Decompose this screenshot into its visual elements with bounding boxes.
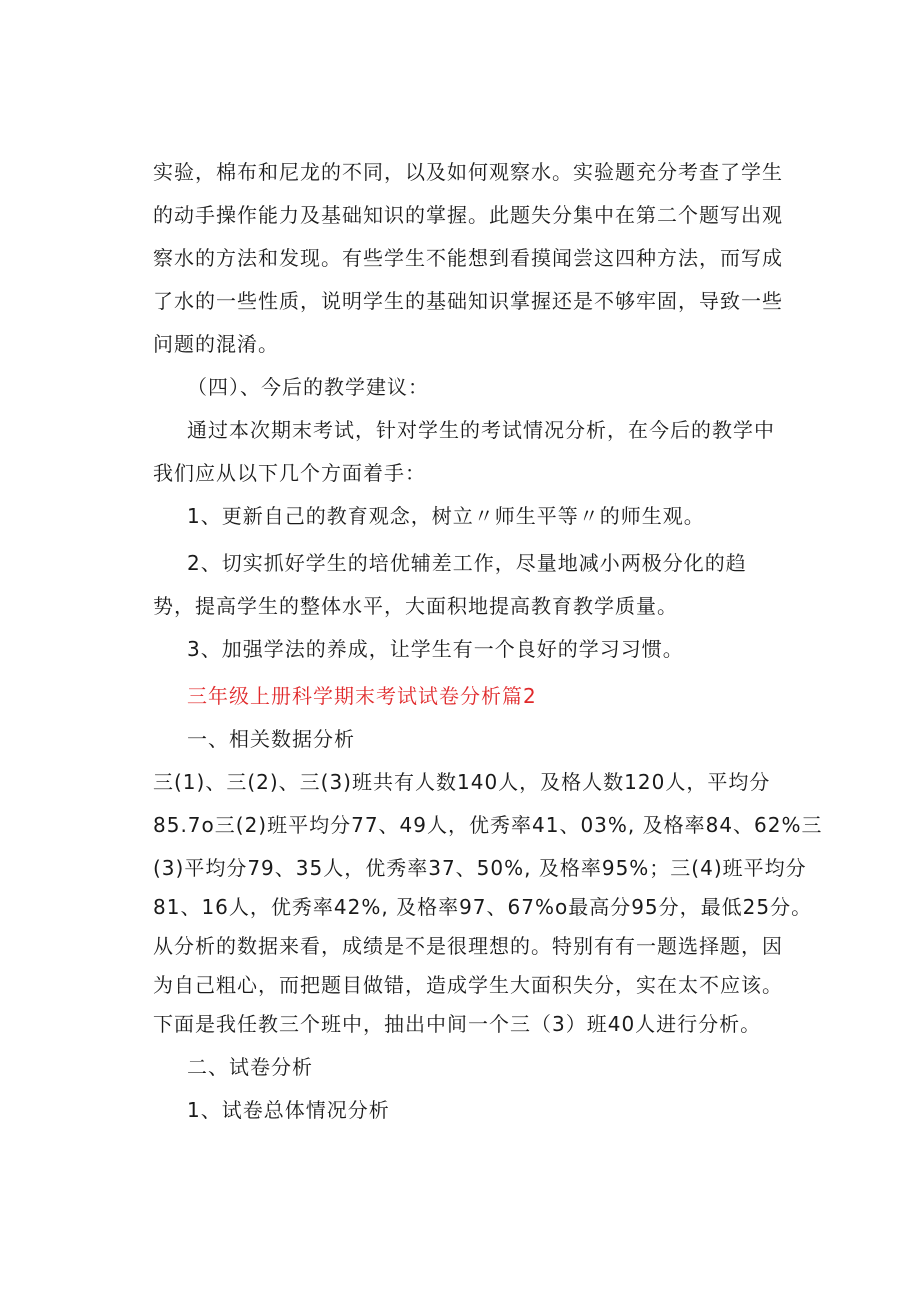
suggestion-3: 3、加强学法的养成，让学生有一个良好的学习习惯。 [187,637,684,661]
text-line: 我们应从以下几个方面着手： [153,461,426,485]
text-line: 问题的混淆。 [153,332,279,356]
text-line: 了水的一些性质，说明学生的基础知识掌握还是不够牢固，导致一些 [153,289,783,313]
text-line: 2、切实抓好学生的培优辅差工作，尽量地减小两极分化的趋 [187,551,747,575]
subsection-1-title: 1、试卷总体情况分析 [187,1098,390,1122]
text-line: 下面是我任教三个班中，抽出中间一个三（3）班40人进行分析。 [153,1012,762,1036]
text-line: 为自己粗心，而把题目做错，造成学生大面积失分，实在太不应该。 [153,973,783,997]
text-line: 实验，棉布和尼龙的不同，以及如何观察水。实验题充分考查了学生 [153,160,783,184]
section-one-title: 一、相关数据分析 [187,727,355,751]
section-four-title: （四）、今后的教学建议： [187,375,429,399]
suggestion-1: 1、更新自己的教育观念，树立〃师生平等〃的师生观。 [187,504,705,528]
text-line: 从分析的数据来看，成绩是不是很理想的。特别有有一题选择题，因 [153,934,783,958]
text-line: 的动手操作能力及基础知识的掌握。此题失分集中在第二个题写出观 [153,203,783,227]
text-line: (3)平均分79、35人，优秀率37、50%, 及格率95%；三(4)班平均分 [153,856,807,880]
text-line: 三(1)、三(2)、三(3)班共有人数140人，及格人数120人，平均分 [153,770,771,794]
text-line: 85.7o三(2)班平均分77、49人，优秀率41、03%, 及格率84、62%三 [153,813,823,837]
section-two-title: 二、试卷分析 [187,1055,313,1079]
text-line: 势，提高学生的整体水平，大面积地提高教育教学质量。 [153,594,678,618]
text-line: 通过本次期末考试，针对学生的考试情况分析，在今后的教学中 [187,418,775,442]
text-line: 察水的方法和发现。有些学生不能想到看摸闻尝这四种方法，而写成 [153,246,783,270]
article-2-title: 三年级上册科学期末考试试卷分析篇2 [187,684,537,708]
text-line: 81、16人，优秀率42%, 及格率97、67%o最高分95分，最低25分。 [153,895,813,919]
